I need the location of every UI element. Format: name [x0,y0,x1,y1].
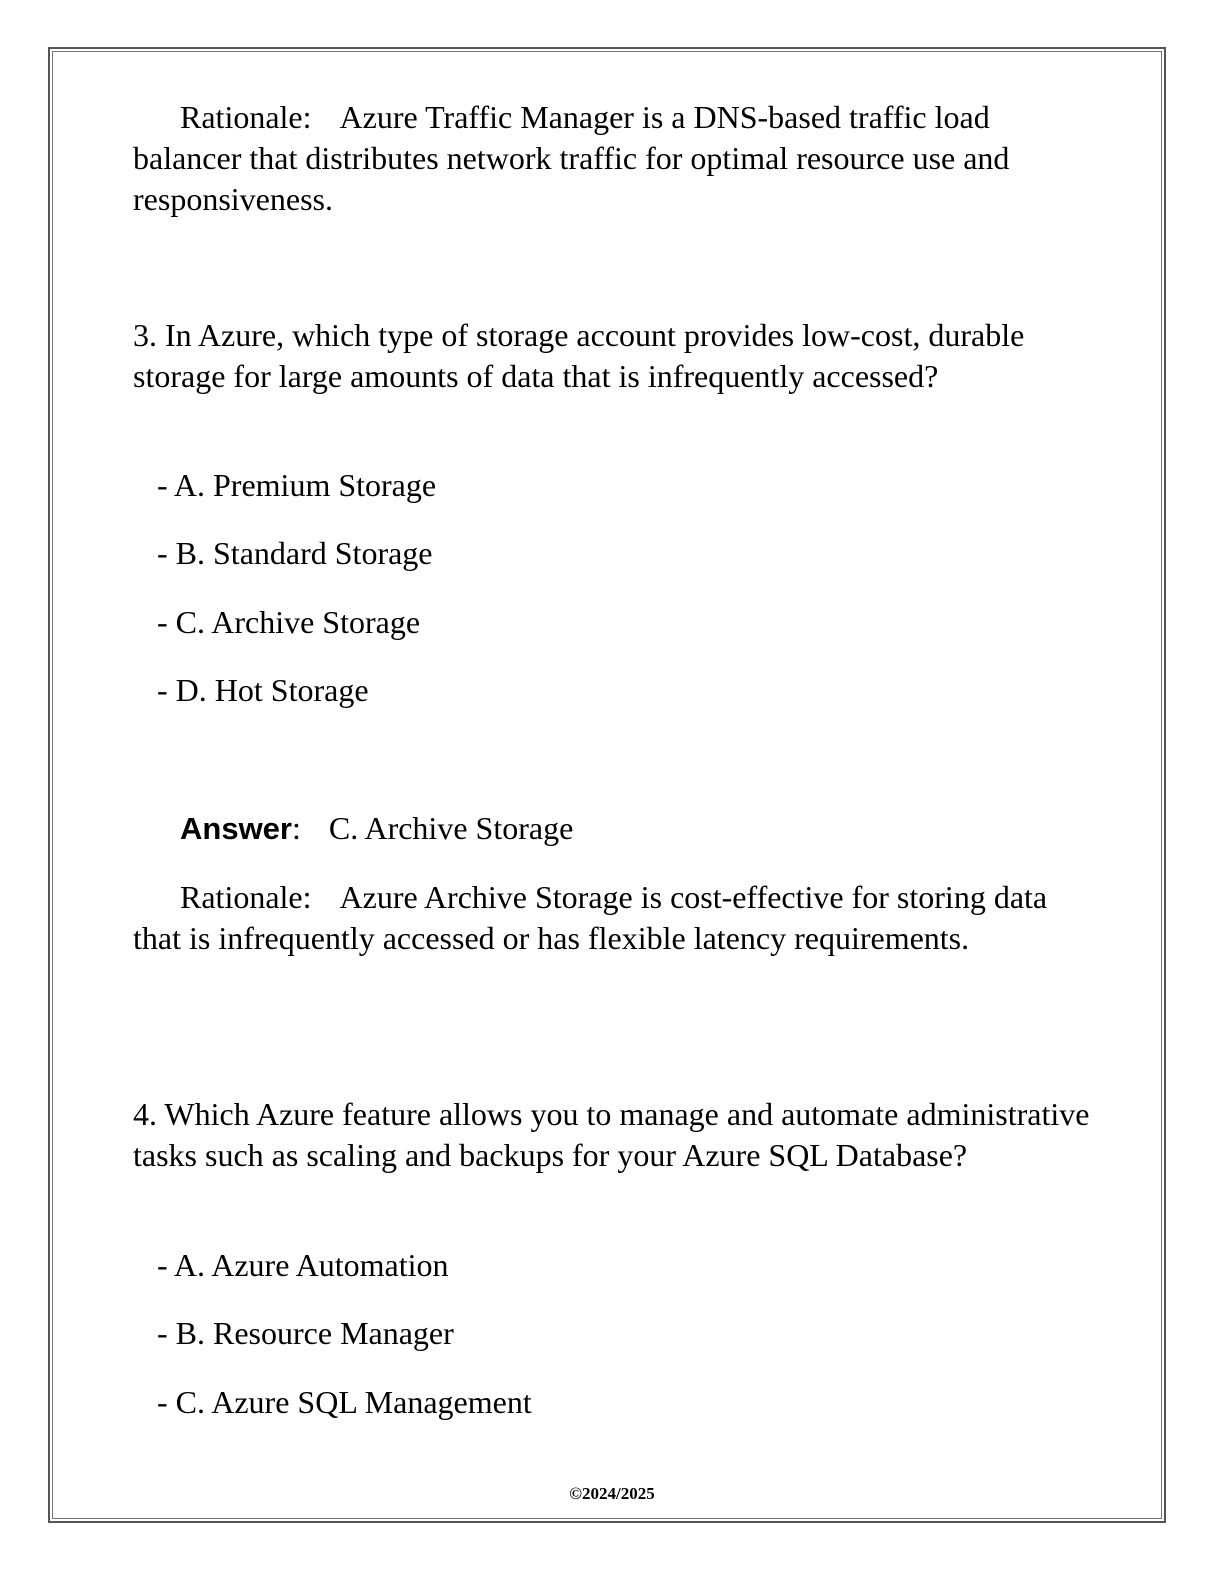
rationale-q3 [133,877,1093,959]
page-border-inner [52,51,1162,1519]
rationale-text: Azure Archive Storage is cost-effective for storing data that is infrequently accessed or has flexible latency requirements. [133,879,1048,956]
answer-label: Answer [180,811,292,846]
q4-option-b: - B. Resource Manager [157,1315,454,1351]
q4-option-a: - A. Azure Automation [157,1247,449,1283]
question-3: 3. In Azure, which type of storage account provides low-cost, durable storage for large amounts of data that is infrequently accessed? [133,317,1025,394]
q4-option-c: - C. Azure SQL Management [157,1384,532,1420]
q3-answer [180,808,573,849]
footer-copyright: ©2024/2025 [569,1484,655,1503]
rationale-label: Rationale: [180,879,312,915]
rationale-label: Rationale: [180,99,312,135]
rationale-text: Azure Traffic Manager is a DNS-based traffic load balancer that distributes network traffic for optimal resource use and responsiveness. [133,99,1010,217]
question-4: 4. Which Azure feature allows you to manage and automate administrative tasks such as scaling and backups for your Azure SQL Database? [133,1096,1090,1173]
q3-option-c: - C. Archive Storage [157,604,421,640]
answer-text: C. Archive Storage [328,810,574,846]
q3-option-d: - D. Hot Storage [157,672,369,708]
rationale-q2 [133,97,1093,220]
answer-colon: : [291,810,301,846]
q3-option-b: - B. Standard Storage [157,535,433,571]
q3-option-a: - A. Premium Storage [157,467,437,503]
